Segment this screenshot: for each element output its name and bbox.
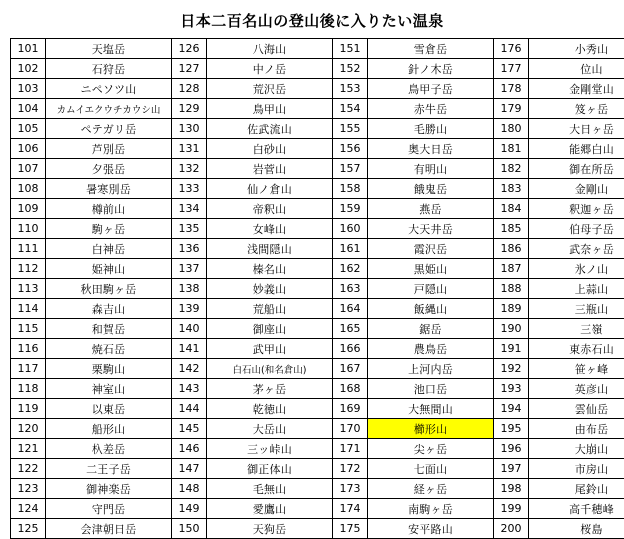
cell-name: 荒船山 [207, 299, 333, 319]
cell-number: 138 [172, 279, 207, 299]
cell-number: 122 [11, 459, 46, 479]
cell-name: 三嶺 [529, 319, 624, 339]
cell-name: 焼石岳 [46, 339, 172, 359]
cell-number: 153 [333, 79, 368, 99]
cell-number: 149 [172, 499, 207, 519]
cell-number: 111 [11, 239, 46, 259]
cell-number: 187 [494, 259, 529, 279]
cell-name: 大崩山 [529, 439, 624, 459]
cell-number: 160 [333, 219, 368, 239]
cell-number: 182 [494, 159, 529, 179]
cell-name: 白石山(和名倉山) [207, 359, 333, 379]
cell-name: 榛名山 [207, 259, 333, 279]
cell-number: 164 [333, 299, 368, 319]
cell-number: 163 [333, 279, 368, 299]
cell-name: ペテガリ岳 [46, 119, 172, 139]
cell-number: 166 [333, 339, 368, 359]
cell-number: 172 [333, 459, 368, 479]
cell-name: 鳥甲山 [207, 99, 333, 119]
cell-name: 浅間隠山 [207, 239, 333, 259]
cell-number: 133 [172, 179, 207, 199]
cell-number: 152 [333, 59, 368, 79]
cell-name: 芦別岳 [46, 139, 172, 159]
cell-number: 174 [333, 499, 368, 519]
table-row [11, 339, 624, 359]
cell-number: 189 [494, 299, 529, 319]
table-row [11, 259, 624, 279]
cell-number: 199 [494, 499, 529, 519]
cell-number: 127 [172, 59, 207, 79]
cell-name: 桜島 [529, 519, 624, 539]
cell-name: 会津朝日岳 [46, 519, 172, 539]
cell-number: 162 [333, 259, 368, 279]
cell-number: 186 [494, 239, 529, 259]
cell-number: 183 [494, 179, 529, 199]
cell-number: 147 [172, 459, 207, 479]
cell-name: カムイエクウチカウシ山 [46, 99, 172, 119]
cell-number: 118 [11, 379, 46, 399]
cell-name: 白砂山 [207, 139, 333, 159]
cell-name: ニペソツ山 [46, 79, 172, 99]
cell-number: 113 [11, 279, 46, 299]
cell-name: 七面山 [368, 459, 494, 479]
table-row [11, 319, 624, 339]
cell-number: 109 [11, 199, 46, 219]
cell-name: 武甲山 [207, 339, 333, 359]
cell-number: 144 [172, 399, 207, 419]
cell-name: 針ノ木岳 [368, 59, 494, 79]
cell-number: 169 [333, 399, 368, 419]
cell-name: 池口岳 [368, 379, 494, 399]
cell-number: 136 [172, 239, 207, 259]
cell-number: 190 [494, 319, 529, 339]
cell-number: 150 [172, 519, 207, 539]
cell-number: 179 [494, 99, 529, 119]
cell-name: 御正体山 [207, 459, 333, 479]
cell-name: 由布岳 [529, 419, 624, 439]
cell-name: 市房山 [529, 459, 624, 479]
cell-number: 134 [172, 199, 207, 219]
cell-number: 116 [11, 339, 46, 359]
cell-name: 守門岳 [46, 499, 172, 519]
table-row [11, 39, 624, 59]
cell-name: 笈ヶ岳 [529, 99, 624, 119]
cell-name: 農鳥岳 [368, 339, 494, 359]
cell-number: 145 [172, 419, 207, 439]
cell-name: 御座山 [207, 319, 333, 339]
cell-name: 三ッ峠山 [207, 439, 333, 459]
cell-number: 103 [11, 79, 46, 99]
cell-name: 御在所岳 [529, 159, 624, 179]
cell-name: 妙義山 [207, 279, 333, 299]
cell-number: 123 [11, 479, 46, 499]
cell-number: 139 [172, 299, 207, 319]
cell-number: 168 [333, 379, 368, 399]
cell-name: 釈迦ヶ岳 [529, 199, 624, 219]
cell-number: 156 [333, 139, 368, 159]
cell-number: 119 [11, 399, 46, 419]
cell-number: 151 [333, 39, 368, 59]
cell-number: 124 [11, 499, 46, 519]
cell-name: 中ノ岳 [207, 59, 333, 79]
cell-number: 161 [333, 239, 368, 259]
cell-number: 129 [172, 99, 207, 119]
cell-name: 神室山 [46, 379, 172, 399]
table-row [11, 199, 624, 219]
cell-number: 135 [172, 219, 207, 239]
cell-number: 102 [11, 59, 46, 79]
cell-name: 石狩岳 [46, 59, 172, 79]
table-row [11, 279, 624, 299]
cell-number: 157 [333, 159, 368, 179]
cell-number: 121 [11, 439, 46, 459]
cell-name: 大岳山 [207, 419, 333, 439]
cell-name: 船形山 [46, 419, 172, 439]
table-row [11, 219, 624, 239]
cell-number: 141 [172, 339, 207, 359]
cell-number: 178 [494, 79, 529, 99]
cell-name: 金剛堂山 [529, 79, 624, 99]
cell-name: 高千穂峰 [529, 499, 624, 519]
cell-number: 112 [11, 259, 46, 279]
cell-number: 167 [333, 359, 368, 379]
cell-name: 秋田駒ヶ岳 [46, 279, 172, 299]
cell-number: 175 [333, 519, 368, 539]
cell-name: 南駒ヶ岳 [368, 499, 494, 519]
cell-name: 小秀山 [529, 39, 624, 59]
cell-name: 尾鈴山 [529, 479, 624, 499]
cell-number: 132 [172, 159, 207, 179]
cell-number: 197 [494, 459, 529, 479]
cell-name: 鋸岳 [368, 319, 494, 339]
cell-number: 155 [333, 119, 368, 139]
cell-name: 金剛山 [529, 179, 624, 199]
table-row [11, 359, 624, 379]
page-title: 日本二百名山の登山後に入りたい温泉 [10, 10, 614, 31]
cell-number: 159 [333, 199, 368, 219]
table-row [11, 459, 624, 479]
cell-number: 193 [494, 379, 529, 399]
cell-number: 108 [11, 179, 46, 199]
table-row [11, 519, 624, 539]
cell-name: 夕張岳 [46, 159, 172, 179]
cell-name: 上蒜山 [529, 279, 624, 299]
cell-name: 鳥甲子岳 [368, 79, 494, 99]
cell-number: 177 [494, 59, 529, 79]
cell-number: 142 [172, 359, 207, 379]
cell-number: 126 [172, 39, 207, 59]
cell-name: 茅ヶ岳 [207, 379, 333, 399]
table-row [11, 99, 624, 119]
cell-name: 尖ヶ岳 [368, 439, 494, 459]
cell-name: 安平路山 [368, 519, 494, 539]
cell-number: 117 [11, 359, 46, 379]
cell-name: 経ヶ岳 [368, 479, 494, 499]
cell-name: 姫神山 [46, 259, 172, 279]
table-row [11, 139, 624, 159]
cell-name: 飯縄山 [368, 299, 494, 319]
cell-name: 二王子岳 [46, 459, 172, 479]
cell-name: 伯母子岳 [529, 219, 624, 239]
table-row [11, 59, 624, 79]
cell-name: 英彦山 [529, 379, 624, 399]
cell-number: 101 [11, 39, 46, 59]
cell-number: 185 [494, 219, 529, 239]
cell-name: 笹ヶ峰 [529, 359, 624, 379]
cell-name: 愛鷹山 [207, 499, 333, 519]
cell-number: 158 [333, 179, 368, 199]
mountain-table [10, 38, 624, 539]
cell-name: 氷ノ山 [529, 259, 624, 279]
cell-name: 能郷白山 [529, 139, 624, 159]
cell-number: 180 [494, 119, 529, 139]
table-row [11, 379, 624, 399]
cell-name: 餓鬼岳 [368, 179, 494, 199]
cell-name: 上河内岳 [368, 359, 494, 379]
cell-name: 佐武流山 [207, 119, 333, 139]
cell-number: 154 [333, 99, 368, 119]
cell-name: 八海山 [207, 39, 333, 59]
cell-number: 107 [11, 159, 46, 179]
cell-number: 115 [11, 319, 46, 339]
table-row [11, 299, 624, 319]
cell-number: 194 [494, 399, 529, 419]
cell-name: 女峰山 [207, 219, 333, 239]
cell-name: 霞沢岳 [368, 239, 494, 259]
cell-number: 188 [494, 279, 529, 299]
cell-number: 128 [172, 79, 207, 99]
cell-number: 114 [11, 299, 46, 319]
cell-number: 137 [172, 259, 207, 279]
cell-name: 天塩岳 [46, 39, 172, 59]
cell-name: 帝釈山 [207, 199, 333, 219]
cell-number: 143 [172, 379, 207, 399]
cell-name: 和賀岳 [46, 319, 172, 339]
cell-name: 有明山 [368, 159, 494, 179]
cell-name: 駒ヶ岳 [46, 219, 172, 239]
cell-number: 171 [333, 439, 368, 459]
cell-number: 192 [494, 359, 529, 379]
cell-name: 雲仙岳 [529, 399, 624, 419]
cell-name: 栗駒山 [46, 359, 172, 379]
cell-name: 毛無山 [207, 479, 333, 499]
cell-number: 198 [494, 479, 529, 499]
cell-name: 荒沢岳 [207, 79, 333, 99]
cell-name: 赤牛岳 [368, 99, 494, 119]
cell-name: 大天井岳 [368, 219, 494, 239]
cell-number: 125 [11, 519, 46, 539]
cell-number: 130 [172, 119, 207, 139]
cell-name: 森吉山 [46, 299, 172, 319]
cell-name: 天狗岳 [207, 519, 333, 539]
cell-name: 三瓶山 [529, 299, 624, 319]
table-row [11, 439, 624, 459]
cell-name: 以東岳 [46, 399, 172, 419]
cell-number: 105 [11, 119, 46, 139]
table-row [11, 499, 624, 519]
table-row [11, 399, 624, 419]
cell-name: 雪倉岳 [368, 39, 494, 59]
cell-number: 110 [11, 219, 46, 239]
cell-name: 戸隠山 [368, 279, 494, 299]
cell-name: 岩菅山 [207, 159, 333, 179]
cell-name: 燕岳 [368, 199, 494, 219]
cell-number: 120 [11, 419, 46, 439]
cell-number: 106 [11, 139, 46, 159]
cell-number: 131 [172, 139, 207, 159]
cell-name: 乾徳山 [207, 399, 333, 419]
cell-number: 184 [494, 199, 529, 219]
cell-name-highlighted: 櫛形山 [368, 419, 494, 439]
cell-number: 173 [333, 479, 368, 499]
cell-name: 黒姫山 [368, 259, 494, 279]
table-row [11, 239, 624, 259]
cell-name: 樽前山 [46, 199, 172, 219]
cell-number: 170 [333, 419, 368, 439]
cell-name: 御神楽岳 [46, 479, 172, 499]
cell-number: 165 [333, 319, 368, 339]
cell-number: 191 [494, 339, 529, 359]
table-row [11, 179, 624, 199]
cell-name: 大日ヶ岳 [529, 119, 624, 139]
cell-name: 仙ノ倉山 [207, 179, 333, 199]
cell-name: 大無間山 [368, 399, 494, 419]
cell-number: 140 [172, 319, 207, 339]
cell-name: 暑寒別岳 [46, 179, 172, 199]
cell-name: 杁差岳 [46, 439, 172, 459]
cell-name: 毛勝山 [368, 119, 494, 139]
cell-number: 196 [494, 439, 529, 459]
cell-name: 武奈ヶ岳 [529, 239, 624, 259]
table-row [11, 419, 624, 439]
table-row [11, 479, 624, 499]
cell-number: 176 [494, 39, 529, 59]
cell-name: 白神岳 [46, 239, 172, 259]
table-row [11, 119, 624, 139]
table-row [11, 79, 624, 99]
cell-number: 146 [172, 439, 207, 459]
table-row [11, 159, 624, 179]
cell-number: 104 [11, 99, 46, 119]
table-body [11, 39, 624, 539]
cell-name: 奥大日岳 [368, 139, 494, 159]
cell-name: 位山 [529, 59, 624, 79]
cell-number: 181 [494, 139, 529, 159]
cell-name: 東赤石山 [529, 339, 624, 359]
cell-number: 200 [494, 519, 529, 539]
cell-number: 195 [494, 419, 529, 439]
cell-number: 148 [172, 479, 207, 499]
